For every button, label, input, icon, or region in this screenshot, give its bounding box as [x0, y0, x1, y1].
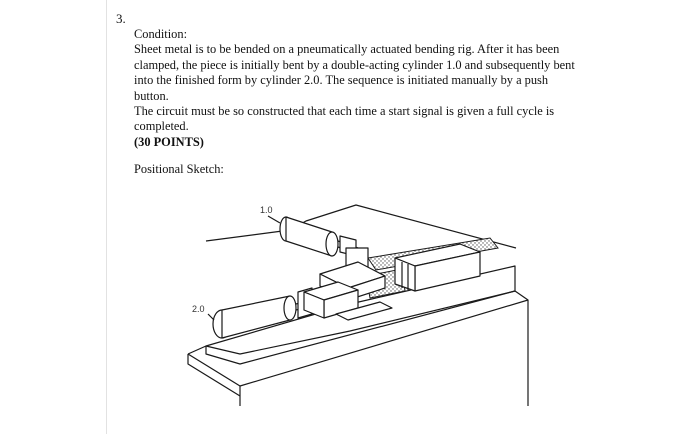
cylinder-1-label: 1.0 [260, 205, 273, 215]
condition-heading: Condition: [134, 27, 188, 41]
paragraph-line-1: Sheet metal is to be bended on a pneumatically actuated bending rig. After it has been [134, 42, 560, 57]
cylinder-1-body [286, 217, 332, 256]
question-body [134, 27, 604, 150]
label-2-leader [208, 314, 214, 320]
cylinder-1-front [326, 232, 338, 256]
paragraph-line-6: completed. [134, 119, 189, 134]
cylinder-2-front [284, 296, 296, 320]
label-1-leader [268, 216, 280, 223]
points-label: (30 POINTS) [134, 134, 204, 149]
paragraph-line-3: into the finished form by cylinder 2.0. The sequence is initiated manually by a push [134, 73, 549, 88]
left-table-edge [188, 346, 206, 354]
positional-sketch [180, 196, 540, 406]
paragraph-line-5: The circuit must be so constructed that each time a start signal is given a full cycle is [134, 104, 555, 119]
paragraph-line-2: clamped, the piece is initially bent by a double-acting cylinder 1.0 and subsequently bent [134, 57, 575, 72]
paragraph-line-4: button. [134, 88, 169, 103]
right-table-edge [515, 291, 528, 406]
question-number: 3. [116, 11, 126, 26]
sketch-title: Positional Sketch: [134, 162, 224, 176]
table-front-face [188, 354, 240, 396]
cylinder-2-label: 2.0 [192, 304, 205, 314]
